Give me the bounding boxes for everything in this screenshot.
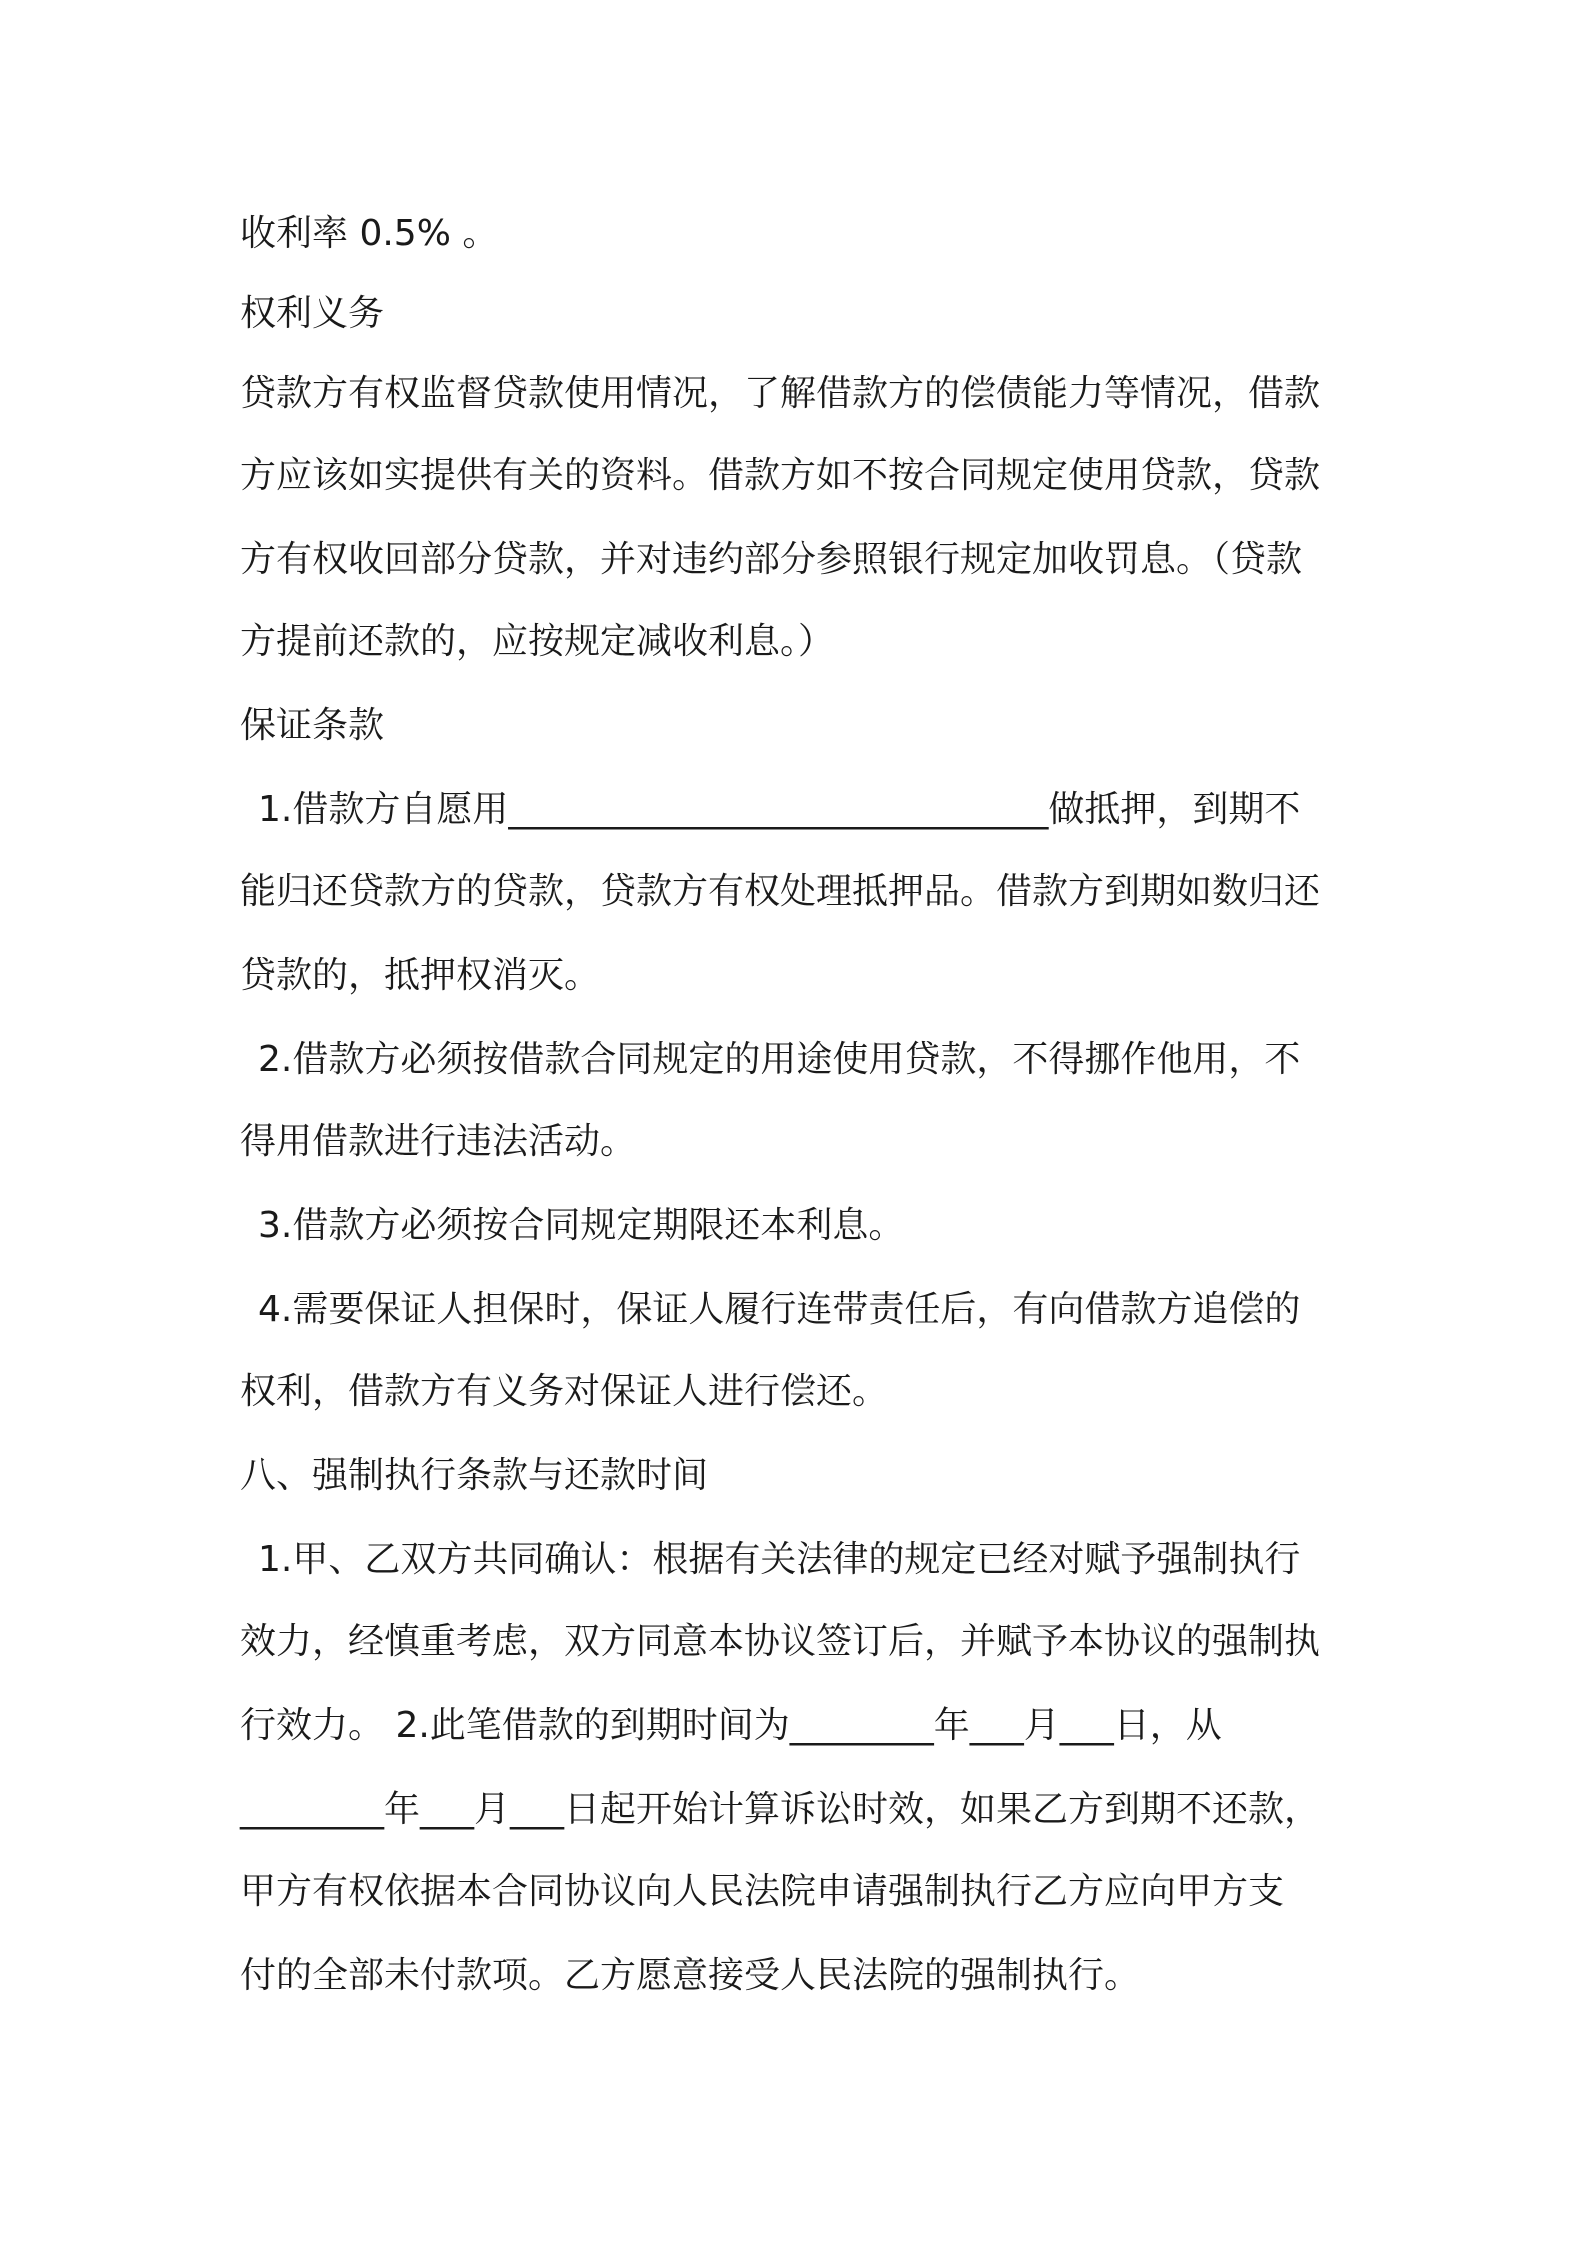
clause-item: 1.借款方自愿用______________________________做抵押，到期不 [258, 789, 1301, 830]
text-line: 权利，借款方有义务对保证人进行偿还。 [240, 1371, 889, 1412]
text-line: 贷款的，抵押权消灭。 [240, 955, 601, 996]
text-line: 甲方有权依据本合同协议向人民法院申请强制执行乙方应向甲方支 [240, 1871, 1285, 1912]
text-line: ________年___月___日起开始计算诉讼时效，如果乙方到期不还款， [240, 1789, 1321, 1830]
text-line: 收利率 0.5% 。 [240, 213, 499, 254]
text-line: 能归还贷款方的贷款，贷款方有权处理抵押品。借款方到期如数归还 [240, 871, 1321, 912]
text-line: 方应该如实提供有关的资料。借款方如不按合同规定使用贷款，贷款 [240, 455, 1321, 496]
text-line: 得用借款进行违法活动。 [240, 1121, 637, 1162]
text-line: 行效力。 2.此笔借款的到期时间为________年___月___日，从 [240, 1705, 1222, 1746]
text-line: 方有权收回部分贷款，并对违约部分参照银行规定加收罚息。（贷款 [240, 539, 1303, 580]
section-heading-guarantee: 保证条款 [240, 705, 385, 746]
clause-item: 4.需要保证人担保时，保证人履行连带责任后，有向借款方追偿的 [258, 1289, 1301, 1330]
text-line: 贷款方有权监督贷款使用情况，了解借款方的偿债能力等情况，借款 [240, 373, 1321, 414]
clause-item: 1.甲、乙双方共同确认：根据有关法律的规定已经对赋予强制执行 [258, 1539, 1301, 1580]
text-line: 付的全部未付款项。乙方愿意接受人民法院的强制执行。 [240, 1955, 1141, 1996]
clause-item: 3.借款方必须按合同规定期限还本利息。 [258, 1205, 905, 1246]
section-heading-rights: 权利义务 [240, 293, 385, 334]
text-line: 效力，经慎重考虑，双方同意本协议签订后，并赋予本协议的强制执 [240, 1621, 1321, 1662]
text-line: 方提前还款的，应按规定减收利息。） [240, 621, 835, 662]
section-heading-enforcement: 八、强制执行条款与还款时间 [240, 1455, 709, 1496]
clause-item: 2.借款方必须按借款合同规定的用途使用贷款，不得挪作他用，不 [258, 1039, 1301, 1080]
